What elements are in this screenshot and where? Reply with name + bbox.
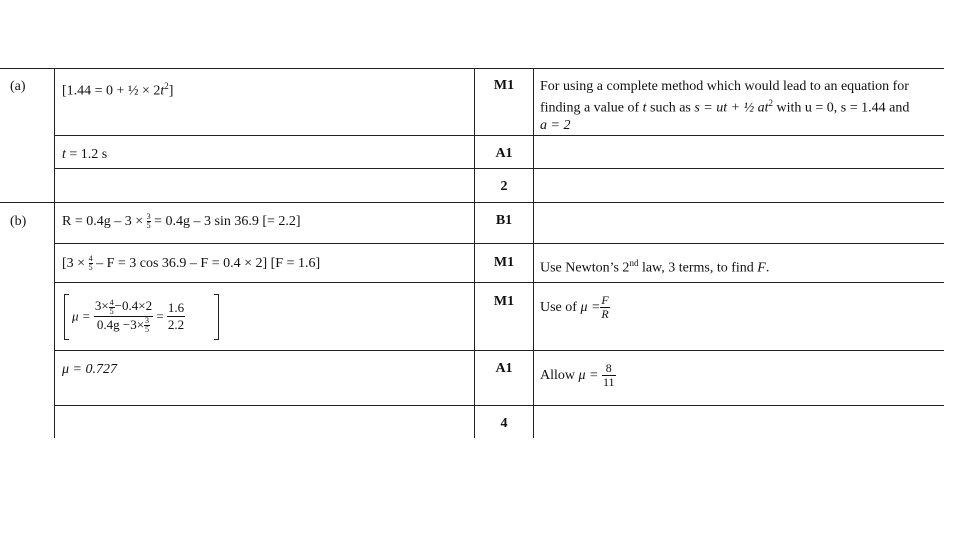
part-b-label: (b) — [10, 214, 27, 229]
right-bracket — [214, 294, 219, 340]
row-divider — [0, 68, 944, 69]
row-divider — [55, 243, 944, 244]
mark-a1: A1 — [495, 361, 513, 376]
part-a-answer: t = 1.2 s — [62, 147, 108, 162]
part-b-guidance-4: Allow μ = $\frac{8}{11}$ — [540, 361, 615, 389]
mark-m1: M1 — [493, 255, 515, 270]
row-divider — [55, 168, 944, 169]
part-a-total: 2 — [500, 179, 508, 194]
part-b-working-3: μ = 3× $\frac{4}{5}$ −0.4×2 0.4g −3× $\frac{3}{5}$ = $\frac{1.6}{2.2}$ — [72, 297, 185, 335]
left-bracket — [64, 294, 69, 340]
column-divider — [474, 68, 475, 438]
mark-b1: B1 — [495, 213, 513, 228]
column-divider — [54, 68, 55, 438]
row-divider — [0, 202, 944, 203]
part-b-total: 4 — [500, 416, 508, 431]
row-divider — [55, 350, 944, 351]
part-b-working-1: R = 0.4g – 3 × $\frac{3}{5}$ = 0.4g – 3 sin 36.9 [= 2.2] — [62, 212, 301, 231]
column-divider — [533, 68, 534, 438]
mark-a1: A1 — [495, 146, 513, 161]
part-a-working-1: [1.44 = 0 + ½ × $2t^2$] — [62, 81, 174, 99]
part-b-answer: μ = 0.727 — [62, 362, 117, 377]
part-b-guidance-2: Use Newton’s 2nd law, 3 terms, to find F. — [540, 258, 770, 276]
part-a-label: (a) — [10, 79, 26, 94]
part-b-guidance-3: Use of μ = $\frac{F}{R}$ — [540, 293, 609, 321]
part-a-guidance-1: For using a complete method which would lead to an equation for finding a value of t such as s = ut + ½ $at^2$ with u = 0, s = 1.44 and a = 2 — [540, 79, 910, 133]
row-divider — [55, 282, 944, 283]
mark-m1: M1 — [493, 294, 515, 309]
row-divider — [55, 135, 944, 136]
row-divider — [55, 405, 944, 406]
mark-m1: M1 — [493, 78, 515, 93]
part-b-working-2: [3 × $\frac{4}{5}$ – F = 3 cos 36.9 – F = 0.4 × 2] [F = 1.6] — [62, 254, 321, 273]
